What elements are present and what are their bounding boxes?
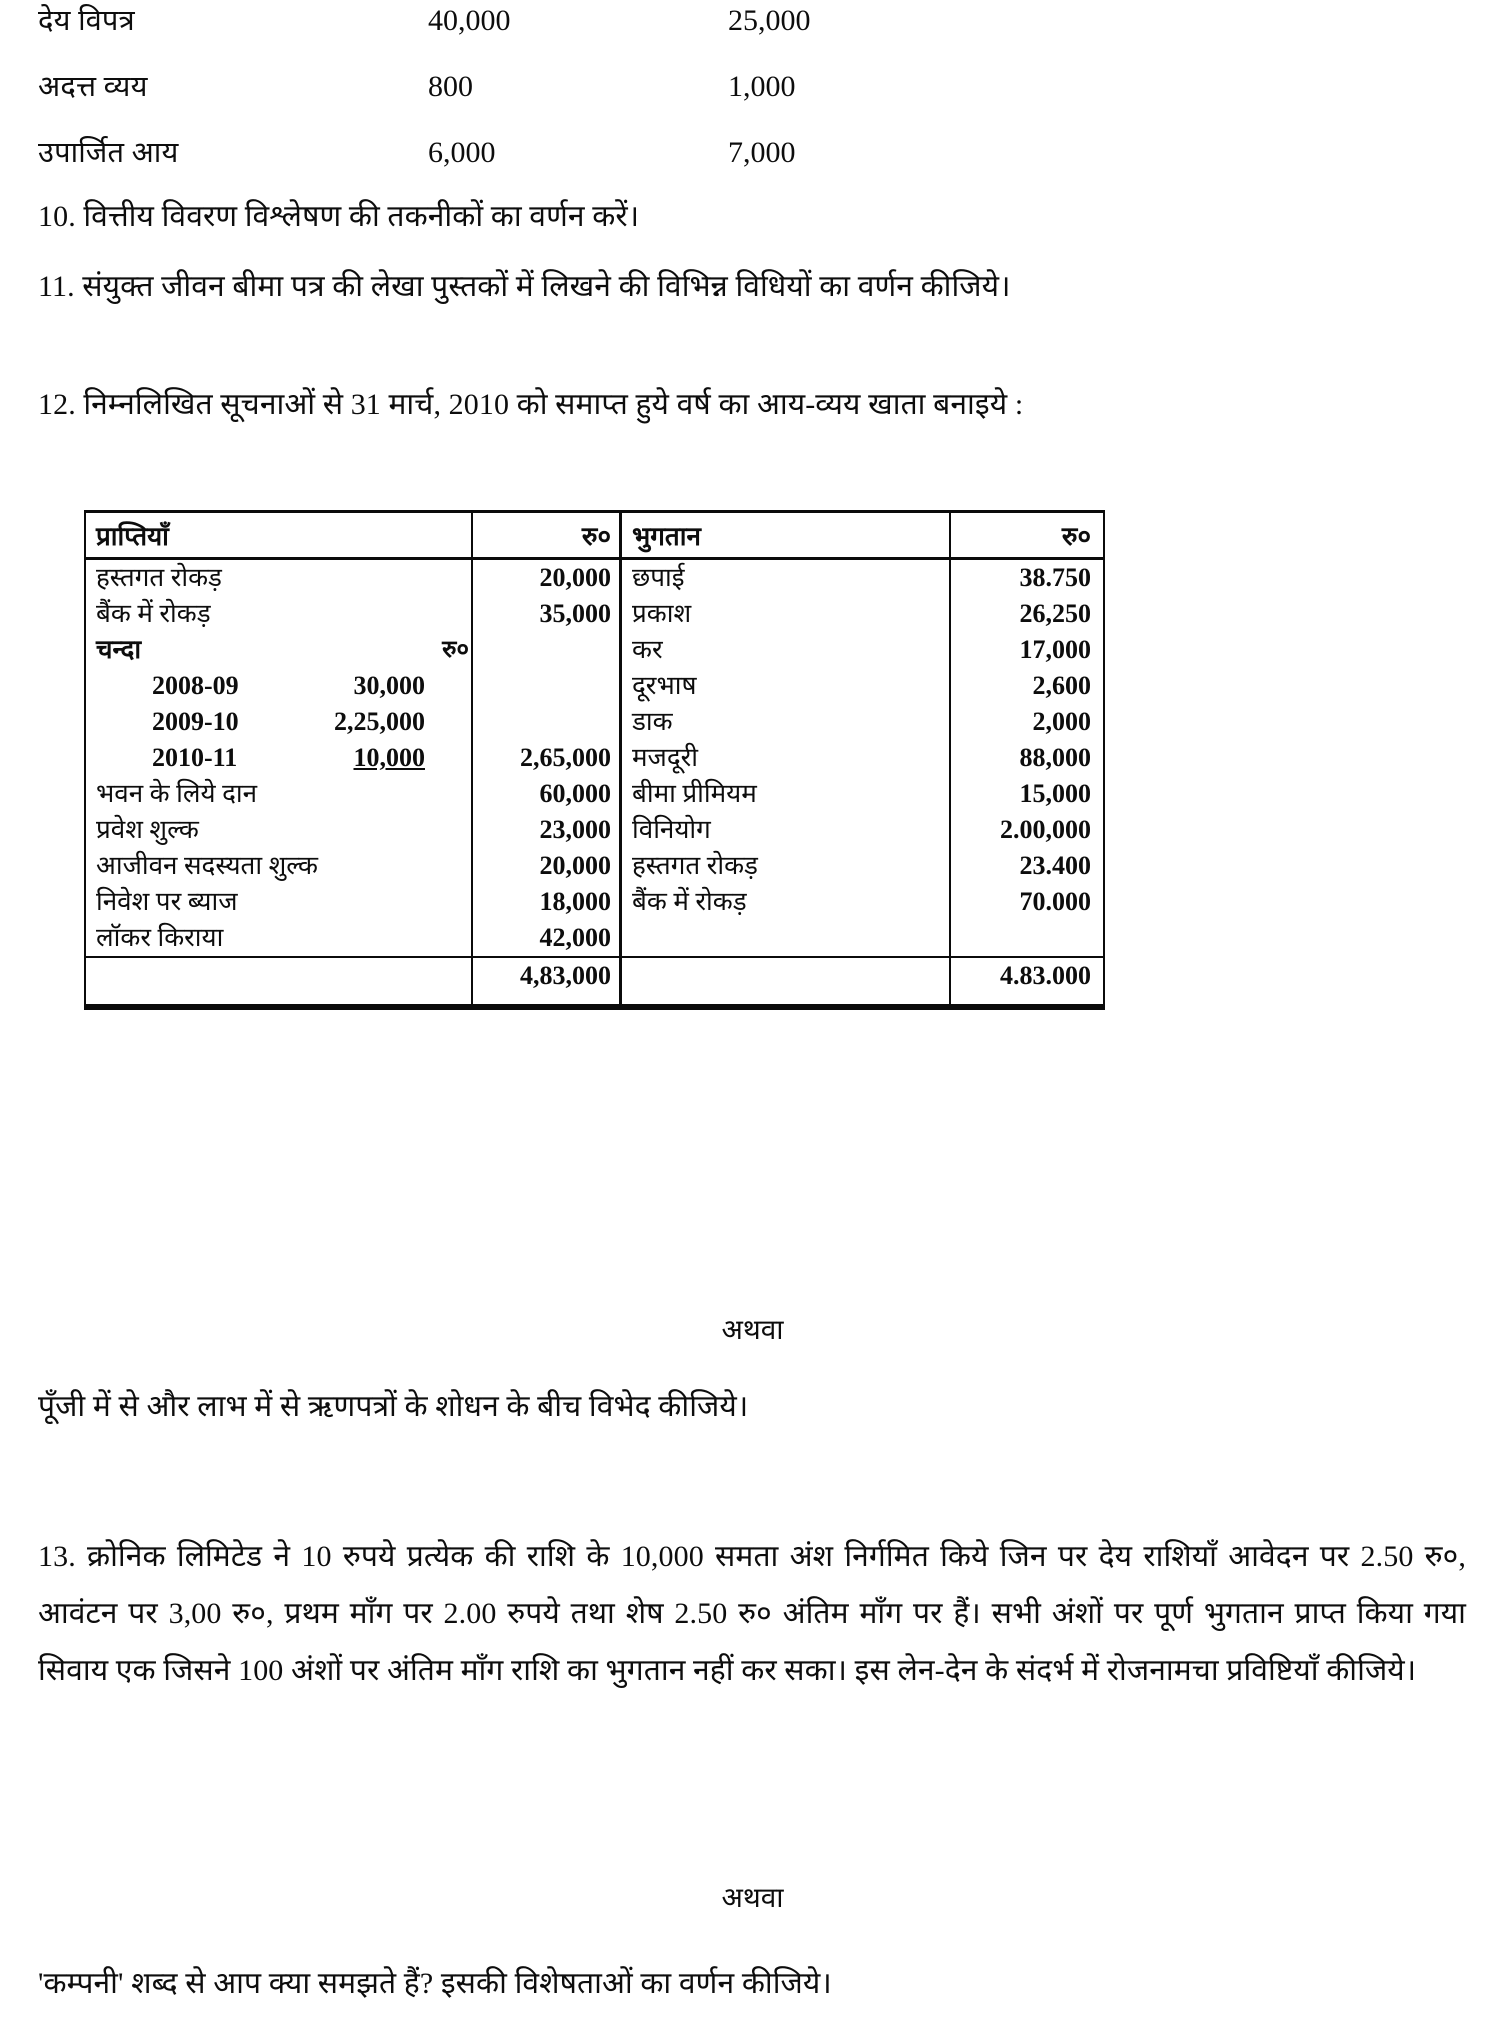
spacer	[473, 632, 611, 668]
table-row	[38, 0, 1458, 66]
subscription-year: 2009-10	[152, 707, 239, 736]
amount-cell: 42,000	[539, 923, 611, 952]
payments-description-column	[619, 560, 949, 956]
question-13-alternative: 'कम्पनी' शब्द से आप क्या समझते हैं? इसकी विशेषताओं का वर्णन कीजिये।	[38, 1967, 832, 2000]
list-item: छपाई	[632, 563, 685, 592]
amount-cell: 88,000	[1019, 743, 1091, 772]
amount-cell: 26,250	[1019, 599, 1091, 628]
subscription-year-row	[96, 704, 471, 740]
list-item: हस्तगत रोकड़	[632, 851, 758, 880]
question-13: 13. क्रोनिक लिमिटेड ने 10 रुपये प्रत्येक की राशि के 10,000 समता अंश निर्गमित किये जिन पर देय राशियाँ आवेदन पर 2.50 रु०, आवंटन पर 3,00 रु०, प्रथम माँग पर 2.00 रुपये तथा शेष 2.50 रु० अंतिम माँग पर हैं। सभी अंशों पर पूर्ण भुगतान प्राप्त किया गया सिवाय एक जिसने 100 अंशों पर अंतिम माँग राशि का भुगतान नहीं कर सका। इस लेन-देन के संदर्भ में रोजनामचा प्रविष्टियाँ कीजिये।	[38, 1540, 1466, 1687]
question-12-alternative: पूँजी में से और लाभ में से ऋणपत्रों के शोधन के बीच विभेद कीजिये।	[38, 1390, 749, 1423]
table-total-row	[86, 956, 1103, 1007]
adjustment-value-2: 7,000	[728, 136, 796, 169]
amount-cell: 60,000	[539, 779, 611, 808]
subscription-year: 2010-11	[152, 743, 238, 772]
list-item: बीमा प्रीमियम	[632, 779, 757, 808]
list-item: मजदूरी	[632, 743, 699, 772]
adjustment-label: उपार्जित आय	[38, 137, 179, 169]
table-row	[38, 66, 1458, 132]
amount-cell: 2,65,000	[520, 743, 611, 772]
rupee-symbol: रु०	[442, 637, 469, 663]
alternative-label-2: अथवा	[721, 1883, 784, 1914]
subscription-heading-row	[96, 632, 471, 668]
subscription-value: 2,25,000	[334, 707, 425, 736]
adjustments-table	[38, 0, 1458, 198]
header-receipts-amount: रु०	[471, 513, 619, 557]
list-item: आजीवन सदस्यता शुल्क	[96, 851, 318, 880]
question-10: 10. वित्तीय विवरण विश्लेषण की तकनीकों का वर्णन करें।	[38, 200, 640, 233]
amount-cell: 23.400	[1019, 851, 1091, 880]
adjustment-value-2: 1,000	[728, 70, 796, 103]
total-label-receipts	[86, 958, 471, 1004]
amount-cell: 15,000	[1019, 779, 1091, 808]
spacer	[473, 668, 611, 704]
adjustment-label: देय विपत्र	[38, 5, 135, 37]
amount-cell: 23,000	[539, 815, 611, 844]
amount-cell: 35,000	[539, 599, 611, 628]
adjustment-value-1: 40,000	[428, 4, 511, 37]
payments-amount-column	[949, 560, 1103, 956]
amount-cell: 20,000	[539, 851, 611, 880]
list-item: कर	[632, 635, 663, 664]
list-item: भवन के लिये दान	[96, 779, 258, 808]
list-item: हस्तगत रोकड़	[96, 563, 222, 592]
header-payments-amount: रु०	[949, 513, 1103, 557]
amount-cell: 20,000	[539, 563, 611, 592]
header-receipts: प्राप्तियाँ	[96, 522, 169, 551]
alternative-label-1: अथवा	[721, 1315, 784, 1346]
subscription-value: 10,000	[353, 743, 425, 772]
total-label-payments	[619, 958, 949, 1004]
table-header-row	[86, 513, 1103, 560]
total-payments	[949, 958, 1103, 1004]
amount-cell: 70.000	[1019, 887, 1091, 916]
subscription-year-row	[96, 740, 471, 776]
receipts-amount-column	[471, 560, 619, 956]
list-item: निवेश पर ब्याज	[96, 887, 238, 916]
list-item: डाक	[632, 707, 673, 736]
receipts-description-column	[86, 560, 471, 956]
list-item: बैंक में रोकड़	[96, 599, 211, 628]
receipts-payments-table	[84, 510, 1105, 1010]
question-12: 12. निम्नलिखित सूचनाओं से 31 मार्च, 2010 को समाप्त हुये वर्ष का आय-व्यय खाता बनाइये :	[38, 388, 1024, 421]
list-item: लॉकर किराया	[96, 923, 224, 952]
list-item: बैंक में रोकड़	[632, 887, 747, 916]
table-body	[86, 560, 1103, 956]
adjustment-value-1: 6,000	[428, 136, 496, 169]
spacer	[473, 704, 611, 740]
amount-cell: 17,000	[1019, 635, 1091, 664]
amount-cell: 2.00,000	[1000, 815, 1091, 844]
amount-cell: 38.750	[1019, 563, 1091, 592]
adjustment-value-2: 25,000	[728, 4, 811, 37]
amount-cell: 2,600	[1032, 671, 1091, 700]
amount-cell: 18,000	[539, 887, 611, 916]
total-receipts-value: 4,83,000	[520, 961, 611, 990]
header-payments: भुगतान	[619, 513, 949, 557]
subscription-year-row	[96, 668, 471, 704]
list-item: चन्दा	[96, 635, 142, 664]
list-item: प्रकाश	[632, 599, 692, 628]
amount-cell: 2,000	[1032, 707, 1091, 736]
list-item: विनियोग	[632, 815, 711, 844]
total-payments-value: 4.83.000	[1000, 961, 1091, 990]
adjustment-value-1: 800	[428, 70, 473, 103]
total-receipts	[471, 958, 619, 1004]
list-item: दूरभाष	[632, 671, 697, 700]
subscription-year: 2008-09	[152, 671, 239, 700]
adjustment-label: अदत्त व्यय	[38, 71, 148, 103]
question-11: 11. संयुक्त जीवन बीमा पत्र की लेखा पुस्तकों में लिखने की विभिन्न विधियों का वर्णन कीजिये।	[38, 270, 1011, 303]
list-item: प्रवेश शुल्क	[96, 815, 199, 844]
subscription-value: 30,000	[353, 671, 425, 700]
